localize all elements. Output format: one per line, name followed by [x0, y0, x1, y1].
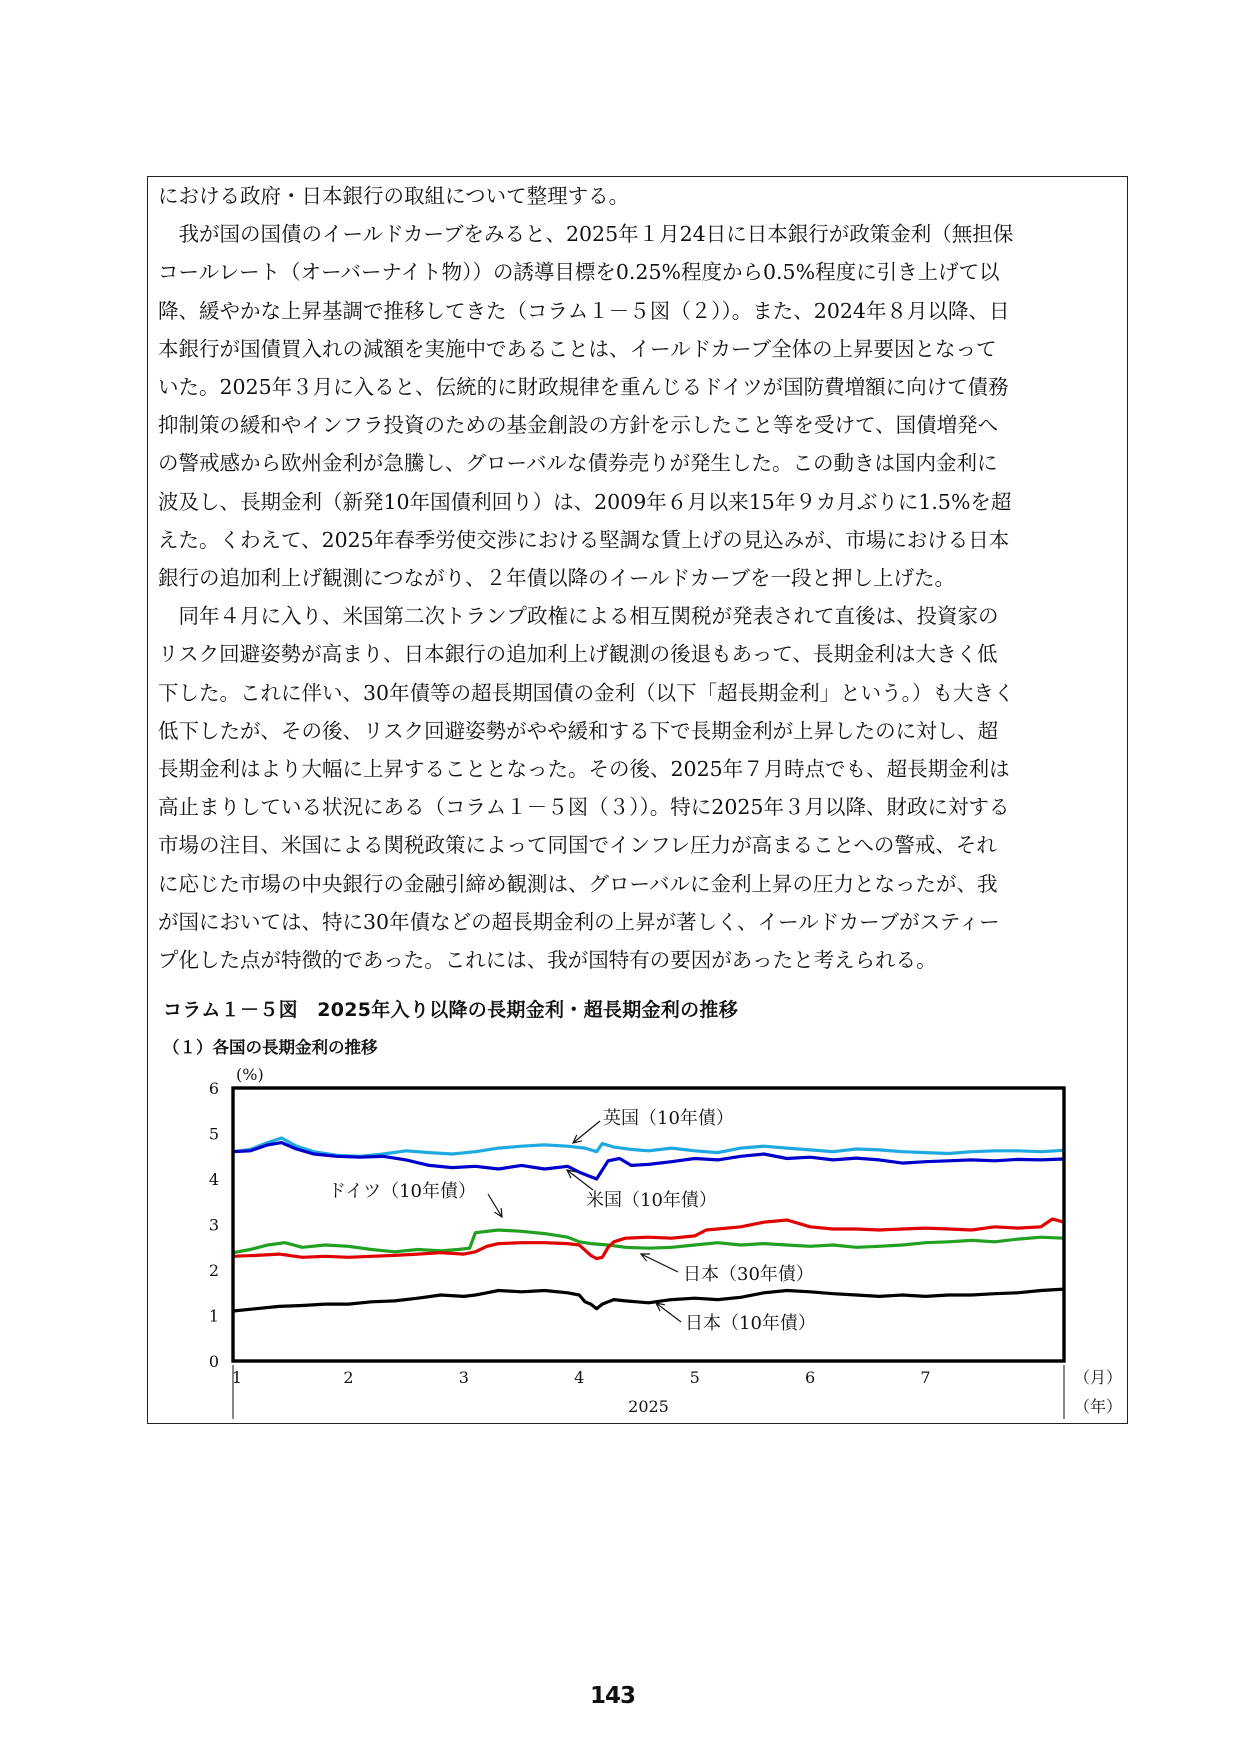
y-tick-label: 0 — [208, 1352, 219, 1371]
series-line-uk — [233, 1138, 1064, 1156]
body-line: 降、緩やかな上昇基調で推移してきた（コラム１－５図（２））。また、2024年８月以降、日 — [158, 298, 1010, 323]
y-tick-label: 3 — [208, 1215, 219, 1235]
annotation-arrow-uk — [573, 1121, 600, 1143]
y-tick-label: 6 — [208, 1079, 219, 1098]
annotation-label-jp10: 日本（10年債） — [685, 1313, 816, 1334]
body-line: 低下したが、その後、リスク回避姿勢がやや緩和する下で長期金利が上昇したのに対し、超 — [158, 718, 999, 743]
body-line: プ化した点が特徴的であった。これには、我が国特有の要因があったと考えられる。 — [158, 948, 937, 973]
body-line: 下した。これに伴い、30年債等の超長期国債の金利（以下「超長期金利」という。）も大きく — [158, 680, 1015, 705]
text-frame — [147, 176, 1128, 1424]
annotation-label-jp30: 日本（30年債） — [683, 1264, 814, 1285]
x-tick-label: 2 — [343, 1368, 354, 1387]
body-line: コールレート（オーバーナイト物））の誘導目標を0.25%程度から0.5%程度に引き上げて以 — [158, 260, 1000, 285]
body-line: 同年４月に入り、米国第二次トランプ政権による相互関税が発表されて直後は、投資家の — [158, 604, 999, 629]
figure-subtitle: （１）各国の長期金利の推移 — [163, 1038, 378, 1057]
body-line: 銀行の追加利上げ観測につながり、２年債以降のイールドカーブを一段と押し上げた。 — [158, 566, 956, 591]
annotation-arrow-de — [488, 1194, 502, 1217]
series-line-jp10 — [233, 1289, 1064, 1311]
x-tick-label: 3 — [458, 1368, 469, 1387]
yield-line-chart — [148, 177, 1127, 1423]
body-line: いた。2025年３月に入ると、伝統的に財政規律を重んじるドイツが国防費増額に向けて債務 — [158, 375, 1009, 400]
body-line: が国においては、特に30年債などの超長期金利の上昇が著しく、イールドカーブがスティー — [158, 909, 1000, 934]
body-line: における政府・日本銀行の取組について整理する。 — [158, 184, 630, 208]
y-tick-label: 2 — [208, 1261, 219, 1280]
series-line-us — [233, 1143, 1064, 1179]
annotation-arrow-jp30 — [641, 1254, 678, 1272]
figure-title: コラム１－５図 2025年入り以降の長期金利・超長期金利の推移 — [163, 999, 738, 1021]
body-line: 本銀行が国債買入れの減額を実施中であることは、イールドカーブ全体の上昇要因となって — [158, 336, 997, 361]
body-line: 我が国の国債のイールドカーブをみると、2025年１月24日に日本銀行が政策金利（無担保 — [158, 222, 1014, 247]
annotation-label-de: ドイツ（10年債） — [328, 1181, 477, 1202]
body-line: 波及し、長期金利（新発10年国債利回り）は、2009年６月以来15年９カ月ぶりに1.5%を超 — [158, 489, 1012, 514]
y-tick-label: 5 — [208, 1124, 219, 1144]
annotation-label-us: 米国（10年債） — [586, 1190, 717, 1211]
body-line: 長期金利はより大幅に上昇することとなった。その後、2025年７月時点でも、超長期金利は — [158, 757, 1010, 782]
body-line: 抑制策の緩和やインフラ投資のための基金創設の方針を示したこと等を受けて、国債増発へ — [158, 413, 999, 438]
series-line-de — [233, 1230, 1064, 1253]
x-tick-label: 6 — [804, 1368, 816, 1387]
body-line: リスク回避姿勢が高まり、日本銀行の追加利上げ観測の後退もあって、長期金利は大きく低 — [158, 642, 998, 667]
x-tick-label: 1 — [231, 1368, 243, 1387]
x-year-label: 2025 — [628, 1397, 669, 1416]
page-number: 143 — [590, 1683, 636, 1709]
body-line: 高止まりしている状況にある（コラム１－５図（３））。特に2025年３月以降、財政に対する — [158, 795, 1010, 820]
y-tick-label: 1 — [208, 1306, 219, 1326]
x-tick-label: 5 — [689, 1368, 700, 1387]
annotation-arrowhead-de — [494, 1208, 502, 1217]
y-tick-label: 4 — [208, 1170, 219, 1189]
body-line: に応じた市場の中央銀行の金融引締め観測は、グローバルに金利上昇の圧力となったが、我 — [158, 871, 998, 896]
annotation-label-uk: 英国（10年債） — [603, 1108, 734, 1129]
x-tick-label: 4 — [574, 1368, 585, 1387]
annotation-arrow-jp10 — [656, 1303, 681, 1322]
y-axis-unit: (%) — [236, 1065, 264, 1084]
series-line-jp30 — [233, 1219, 1064, 1259]
body-line: の警戒感から欧州金利が急騰し、グローバルな債券売りが発生した。この動きは国内金利に — [158, 451, 998, 476]
body-line: えた。くわえて、2025年春季労使交渉における堅調な賃上げの見込みが、市場における日本 — [158, 527, 1010, 552]
x-year-unit: （年） — [1074, 1397, 1123, 1416]
body-line: 市場の注目、米国による関税政策によって同国でインフレ圧力が高まることへの警戒、それ — [158, 833, 997, 858]
x-tick-label: 7 — [920, 1368, 931, 1387]
x-axis-unit: （月） — [1074, 1368, 1123, 1387]
